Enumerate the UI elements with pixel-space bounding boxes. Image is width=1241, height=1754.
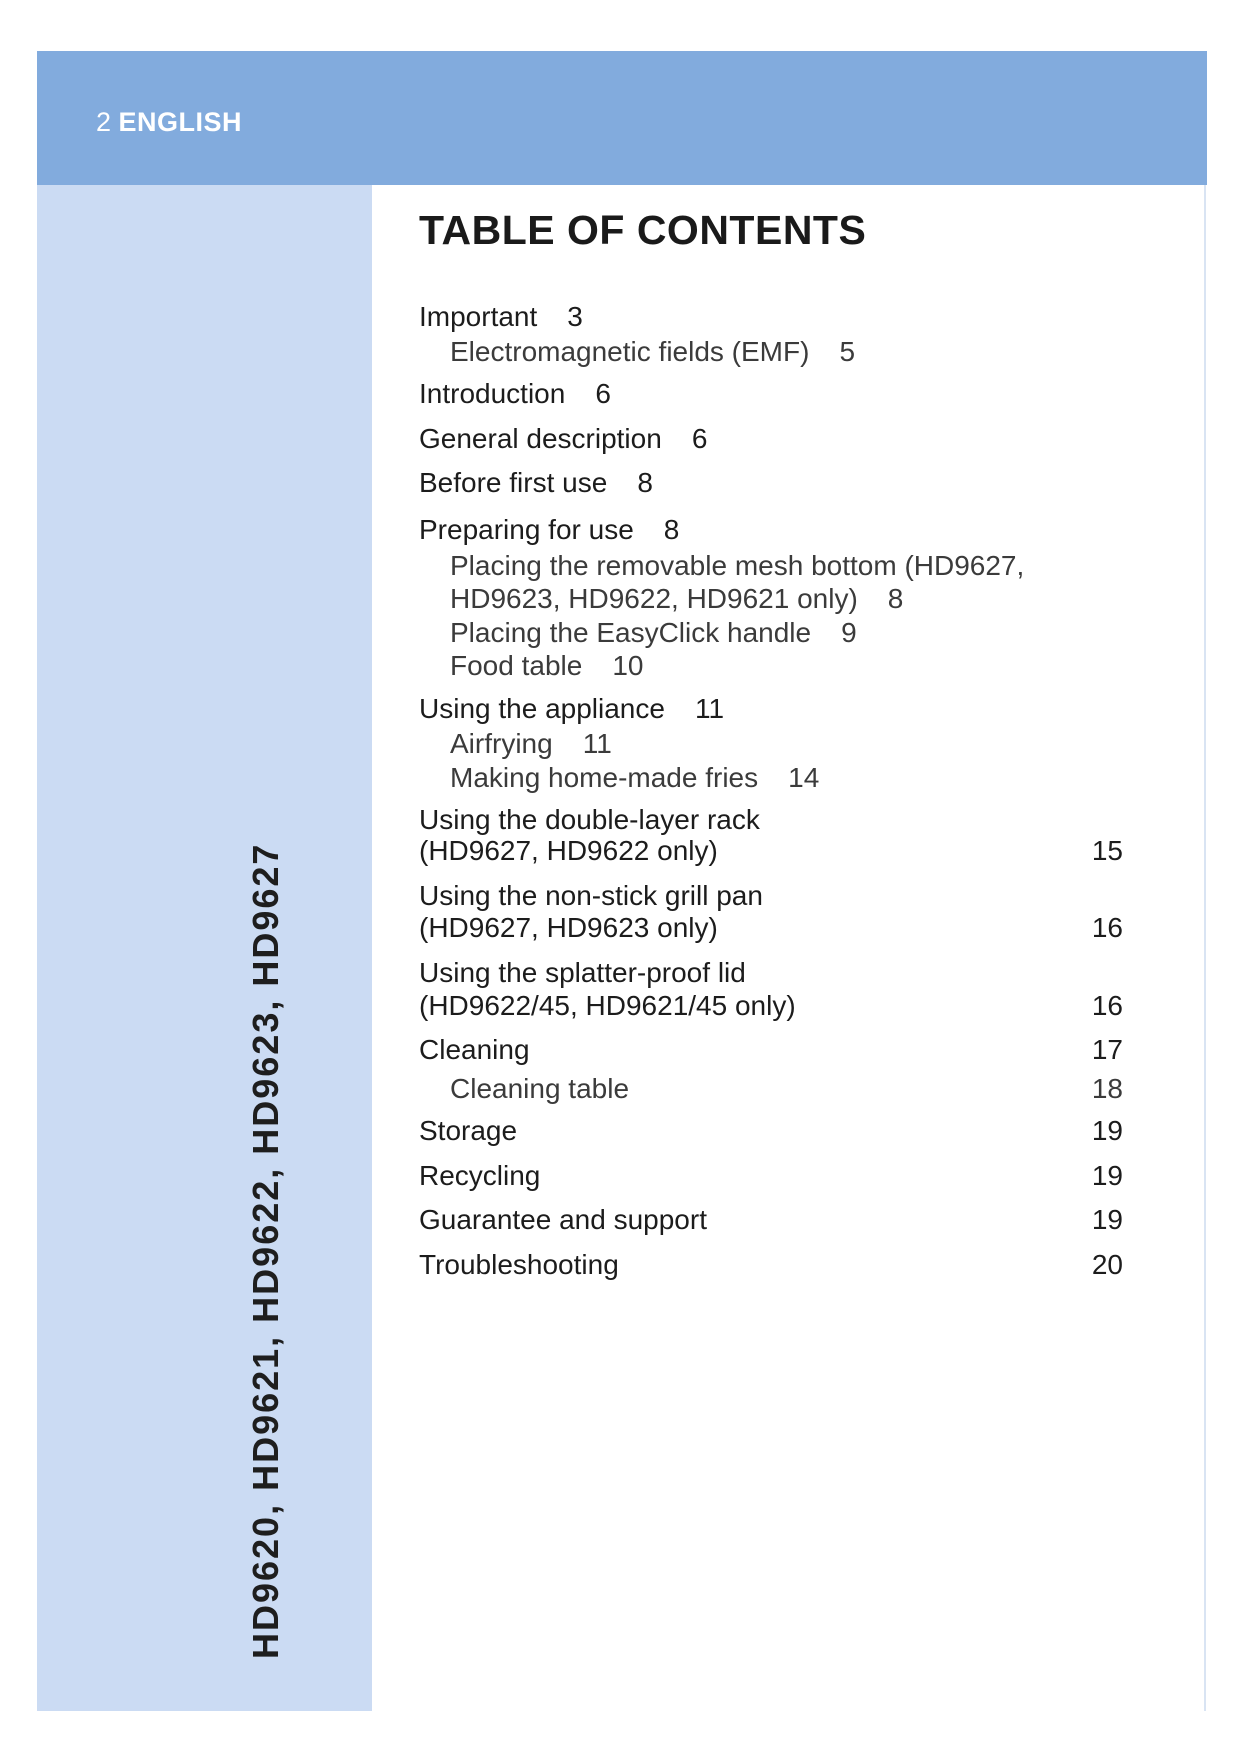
toc-entry-troubleshooting[interactable]: Troubleshooting (419, 1249, 619, 1280)
toc-page-number: 9 (841, 617, 857, 648)
toc-entry-splatter-lid-cont[interactable]: (HD9622/45, HD9621/45 only) (419, 990, 796, 1021)
toc-page-number: 5 (839, 336, 856, 367)
toc-entry-splatter-lid[interactable]: Using the splatter-proof lid (419, 957, 746, 988)
toc-entry-storage[interactable]: Storage (419, 1115, 518, 1146)
toc-page-number: 11 (694, 693, 725, 724)
toc-page-number: 19 (1091, 1204, 1123, 1235)
toc-page-number: 16 (1091, 912, 1123, 943)
toc-entry-cleaning-table[interactable]: Cleaning table (450, 1073, 630, 1104)
toc-entry-mesh-bottom-cont[interactable]: HD9623, HD9622, HD9621 only) 8 (450, 583, 904, 614)
model-list: HD9620, HD9621, HD9622, HD9623, HD9627 (245, 842, 286, 1659)
toc-entry-grill-pan[interactable]: Using the non-stick grill pan (419, 880, 763, 911)
toc-page-number: 15 (1091, 835, 1123, 866)
toc-entry-recycling[interactable]: Recycling (419, 1160, 541, 1191)
toc-entry-double-layer-rack-cont[interactable]: (HD9627, HD9622 only) (419, 835, 718, 866)
header-band (37, 51, 1207, 185)
toc-entry-airfrying[interactable]: Airfrying 11 (450, 728, 612, 759)
toc-page-number: 19 (1091, 1115, 1123, 1146)
toc-entry-double-layer-rack[interactable]: Using the double-layer rack (419, 804, 760, 835)
toc-entry-important[interactable]: Important 3 (419, 301, 583, 332)
toc-page-number: 17 (1091, 1034, 1123, 1065)
toc-entry-cleaning[interactable]: Cleaning (419, 1034, 530, 1065)
toc-entry-easyclick-handle[interactable]: Placing the EasyClick handle 9 (450, 617, 857, 648)
language-label: ENGLISH (118, 107, 243, 137)
toc-page-number: 14 (788, 762, 820, 793)
toc-entry-general-description[interactable]: General description 6 (419, 423, 708, 454)
toc-page-number: 11 (582, 728, 612, 759)
toc-entry-grill-pan-cont[interactable]: (HD9627, HD9623 only) (419, 912, 718, 943)
toc-entry-home-made-fries[interactable]: Making home-made fries 14 (450, 762, 820, 793)
toc-page-number: 20 (1091, 1249, 1123, 1280)
toc-entry-mesh-bottom[interactable]: Placing the removable mesh bottom (HD9627, (450, 550, 1025, 581)
toc-entry-before-first-use[interactable]: Before first use 8 (419, 467, 653, 498)
toc-entry-emf[interactable]: Electromagnetic fields (EMF) 5 (450, 336, 856, 367)
toc-page-number: 19 (1091, 1160, 1123, 1191)
page-edge-line (1204, 185, 1206, 1711)
toc-entry-preparing-for-use[interactable]: Preparing for use 8 (419, 514, 680, 545)
toc-entry-introduction[interactable]: Introduction 6 (419, 378, 611, 409)
toc-page-number: 16 (1091, 990, 1123, 1021)
page-header (96, 109, 242, 136)
toc-page-number: 6 (691, 423, 708, 454)
toc-page-number: 8 (663, 514, 680, 545)
sidebar-band (37, 185, 372, 1711)
toc-page-number: 3 (567, 301, 583, 332)
toc-page-number: 10 (612, 650, 644, 681)
page-title: TABLE OF CONTENTS (419, 207, 867, 253)
toc-entry-food-table[interactable]: Food table 10 (450, 650, 644, 681)
page-number: 2 (96, 107, 112, 137)
toc-entry-guarantee-support[interactable]: Guarantee and support (419, 1204, 707, 1235)
toc-page-number: 6 (595, 378, 611, 409)
toc-entry-using-appliance[interactable]: Using the appliance 11 (419, 693, 725, 724)
toc-page-number: 8 (637, 467, 653, 498)
toc-page-number: 18 (1091, 1073, 1123, 1104)
toc-page-number: 8 (887, 583, 904, 614)
